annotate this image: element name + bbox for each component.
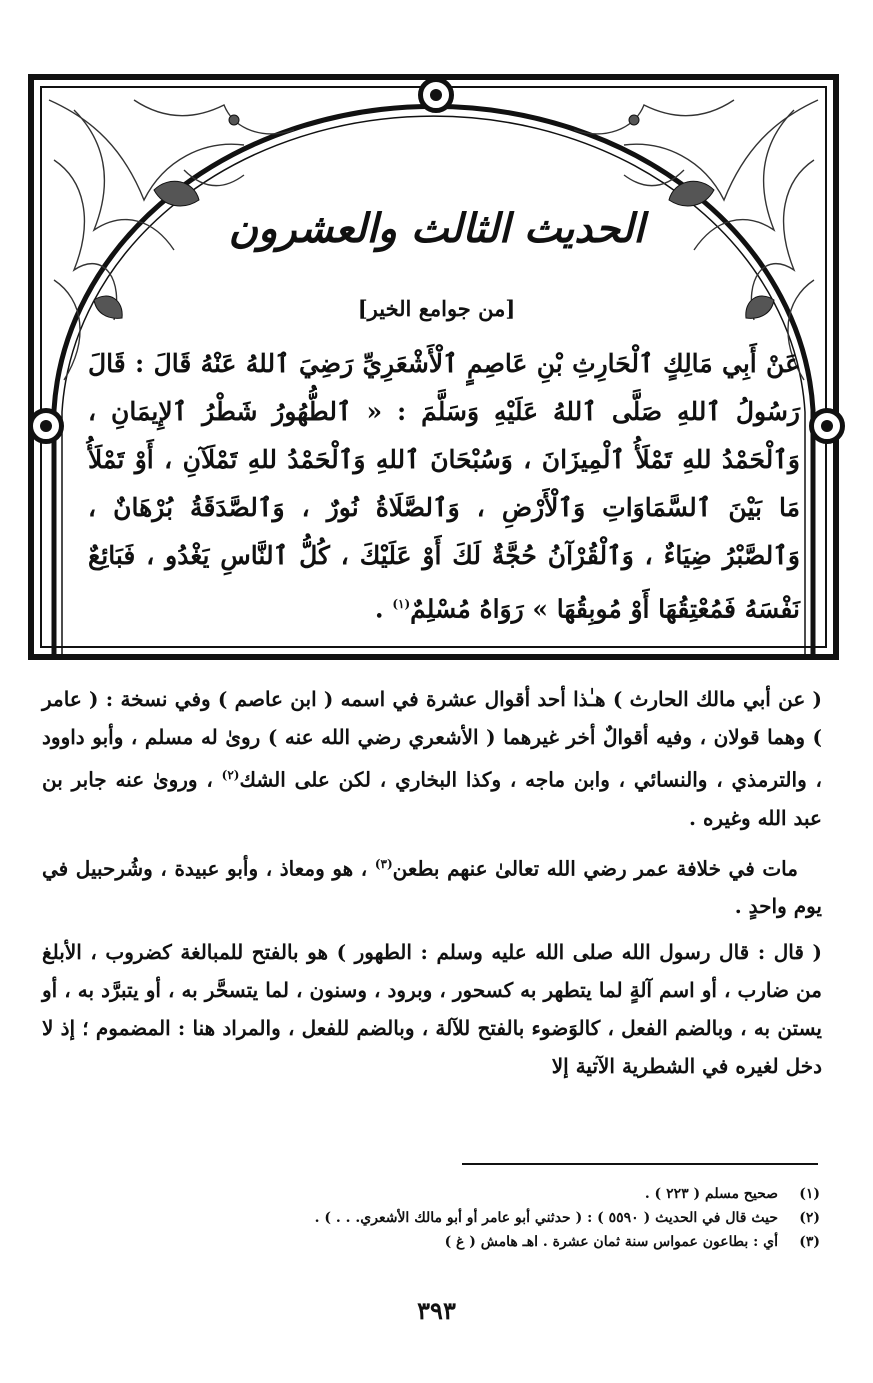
footnote-ref: (١)	[392, 597, 411, 611]
footnote	[140, 1206, 820, 1230]
paragraph-text: ، وروىٰ عنه جابر بن عبد الله وغيره .	[42, 767, 822, 830]
page-number: ٣٩٣	[417, 1296, 456, 1325]
footnote-ref: (٢)	[221, 768, 240, 782]
footnote	[140, 1182, 820, 1206]
paragraph-text: ، هو ومعاذ ، وأبو عبيدة ، وشُرحبيل في يوم واحدٍ .	[42, 856, 822, 919]
footnote-divider	[462, 1163, 818, 1165]
hadith-matn: عَنْ أَبِي مَالِكٍ ٱلْحَارِثِ بْنِ عَاصِمٍ ٱلْأَشْعَرِيِّ رَضِيَ ٱللهُ عَنْهُ قَالَ : قَالَ رَسُولُ ٱللهِ صَلَّى ٱللهُ عَلَيْهِ وَسَلَّمَ : « ٱلطُّهُورُ شَطْرُ ٱلإِيمَانِ ، وَٱلْحَمْدُ للهِ تَمْلَأُ ٱلْمِيزَانَ ، وَسُبْحَانَ ٱللهِ وَٱلْحَمْدُ للهِ تَمْلَآنِ ، أَوْ تَمْلَأُ مَا بَيْنَ ٱلسَّمَاوَاتِ وَٱلْأَرْضِ ، وَٱلصَّلَاةُ نُورٌ ، وَٱلصَّدَقَةُ بُرْهَانٌ ، وَٱلصَّبْرُ ضِيَاءٌ ، وَٱلْقُرْآنُ حُجَّةٌ لَكَ أَوْ عَلَيْكَ ، كُلُّ ٱلنَّاسِ يَغْدُو ، فَبَائِعٌ نَفْسَهُ فَمُعْتِقُهَا أَوْ مُوبِقُهَا » رَوَاهُ مُسْلِمٌ	[88, 349, 800, 624]
hadith-end: .	[374, 594, 393, 624]
footnote	[140, 1230, 820, 1254]
right-medallion	[809, 408, 845, 444]
commentary-paragraph	[42, 845, 822, 926]
commentary	[42, 680, 822, 1093]
top-medallion	[418, 77, 454, 113]
footnote-number: (٣)	[799, 1234, 820, 1250]
footnote-text: حيث قال في الحديث ( ٥٥٩٠ ) : ( حدثني أبو عامر أو أبو مالك الأشعري. . . ) .	[314, 1210, 778, 1226]
footnote-text: صحيح مسلم ( ٢٢٣ ) .	[644, 1186, 778, 1202]
paragraph-text: ( عن أبي مالك الحارث ) هـٰذا أحد أقوال عشرة في اسمه ( ابن عاصم ) وفي نسخة : ( عامر ) وهما قولان ، وفيه أقوالٌ أخر غيرهما ( الأشعري رضي الله عنه ) رویٰ له مسلم ، وأبو داوود ، والترمذي ، والنسائي ، وابن ماجه ، وكذا البخاري ، لكن على الشك	[42, 687, 822, 792]
hadith-title: الحديث الثالث والعشرون	[228, 205, 645, 252]
hadith-text	[88, 340, 800, 633]
footnotes	[140, 1182, 820, 1254]
footnote-ref: (٣)	[374, 856, 393, 871]
footnote-number: (٢)	[799, 1210, 820, 1226]
paragraph-text: ( قال : قال رسول الله صلى الله عليه وسلم : الطهور ) هو بالفتح للمبالغة كضروب ، الأبلغ من ضارب ، أو اسم آلةٍ لما يتطهر به كسحور ، وبرود ، وسنون ، لما يتسحَّر به ، أو يتبرَّد به ، أو يستن به ، وبالضم الفعل ، كالوَضوء بالفتح للآلة ، وبالضم للفعل ، والمراد هنا : المضموم ؛ إذ لا دخل لغيره في الشطرية الآتية إلا	[42, 940, 822, 1079]
hadith-subtitle: [من جوامع الخير]	[357, 296, 516, 321]
left-medallion	[28, 408, 64, 444]
paragraph-text: مات في خلافة عمر رضي الله تعالىٰ عنهم بطعن	[392, 856, 798, 881]
commentary-paragraph	[42, 680, 822, 837]
footnote-number: (١)	[799, 1186, 820, 1202]
footnote-text: أي : بطاعون عمواس سنة ثمان عشرة . اهـ هامش ( غ )	[444, 1234, 778, 1250]
commentary-paragraph	[42, 933, 822, 1085]
